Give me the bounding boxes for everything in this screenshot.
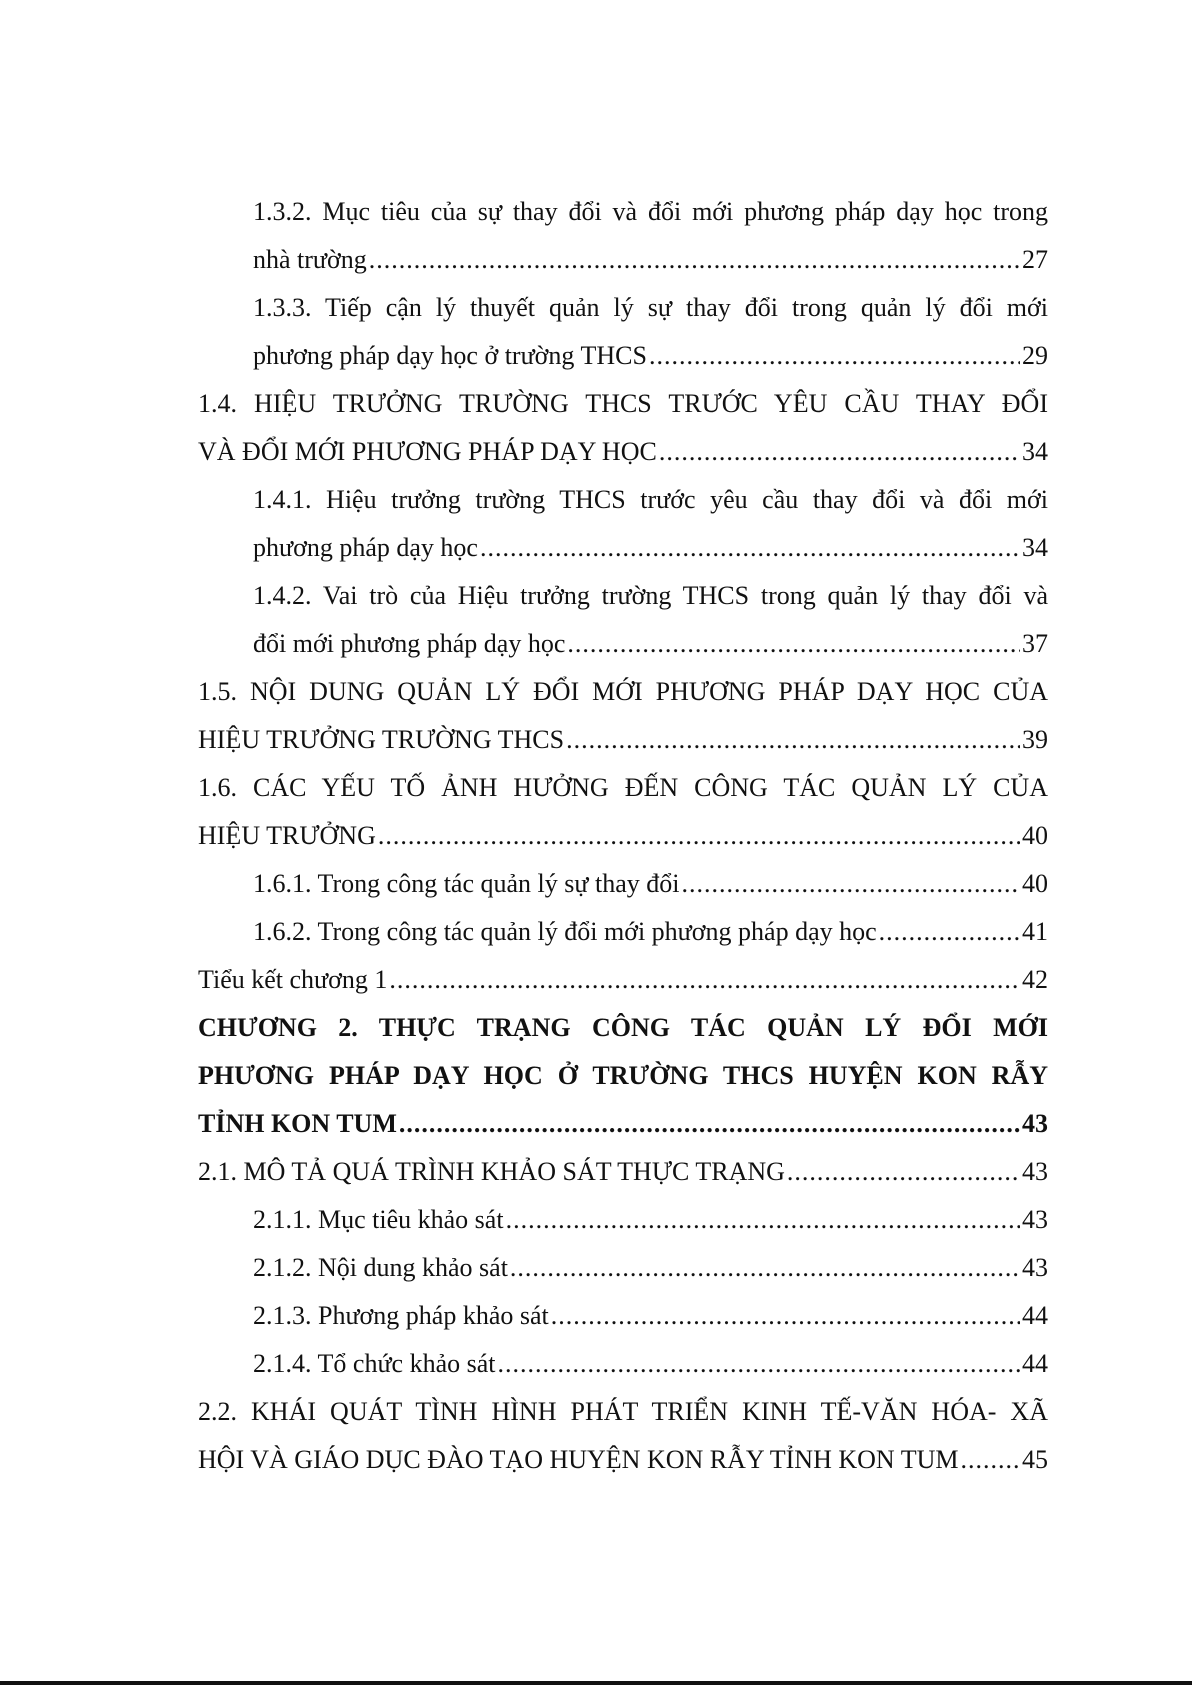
toc-page-number: 27 xyxy=(1022,245,1048,274)
toc-page-number: 43 xyxy=(1022,1109,1048,1138)
toc-entry-line: 1.4.2. Vai trò của Hiệu trưởng trường THCS trong quản lý thay đổi và xyxy=(253,581,1048,610)
dot-leader xyxy=(389,956,1020,1004)
toc-entry-line: 1.4.1. Hiệu trưởng trường THCS trước yêu cầu thay đổi và đổi mới xyxy=(253,485,1048,514)
toc-page-number: 44 xyxy=(1022,1349,1048,1378)
dot-leader xyxy=(506,1196,1020,1244)
toc-page-number: 40 xyxy=(1022,869,1048,898)
toc-entry[interactable] xyxy=(198,380,1048,476)
dot-leader xyxy=(566,716,1020,764)
toc-entry[interactable] xyxy=(198,1388,1048,1484)
toc-entry-title: 2.1.3. Phương pháp khảo sát xyxy=(253,1301,549,1330)
dot-leader xyxy=(510,1244,1020,1292)
toc-entry-title: HIỆU TRƯỞNG TRƯỜNG THCS xyxy=(198,725,565,754)
toc-entry-title: đổi mới phương pháp dạy học xyxy=(253,629,566,658)
dot-leader xyxy=(480,524,1020,572)
toc-entry[interactable] xyxy=(198,188,1048,284)
toc-entry-title: phương pháp dạy học ở trường THCS xyxy=(253,341,647,370)
toc-entry[interactable] xyxy=(198,1292,1048,1340)
toc-page-number: 40 xyxy=(1022,821,1048,850)
toc-entry-last-line xyxy=(253,236,1048,284)
toc-entry-title: HỘI VÀ GIÁO DỤC ĐÀO TẠO HUYỆN KON RẪY TỈNH KON TUM xyxy=(198,1445,959,1474)
toc-entry-title: 1.6.2. Trong công tác quản lý đổi mới phương pháp dạy học xyxy=(253,917,877,946)
toc-entry-last-line xyxy=(253,860,1048,908)
toc-entry-title: 2.1. MÔ TẢ QUÁ TRÌNH KHẢO SÁT THỰC TRẠNG xyxy=(198,1157,785,1186)
toc-entry-last-line xyxy=(253,908,1048,956)
toc-entry-last-line xyxy=(198,1148,1048,1196)
dot-leader xyxy=(649,332,1020,380)
toc-entry[interactable] xyxy=(198,1004,1048,1148)
dot-leader xyxy=(369,236,1020,284)
toc-page-number: 43 xyxy=(1022,1205,1048,1234)
dot-leader xyxy=(498,1340,1020,1388)
toc-entry-title: Tiểu kết chương 1 xyxy=(198,965,388,994)
dot-leader xyxy=(567,620,1020,668)
toc-entry[interactable] xyxy=(198,1340,1048,1388)
toc-entry-title: 1.6.1. Trong công tác quản lý sự thay đổi xyxy=(253,869,680,898)
toc-entry-line: PHƯƠNG PHÁP DẠY HỌC Ở TRƯỜNG THCS HUYỆN KON RẪY xyxy=(198,1061,1048,1090)
dot-leader xyxy=(659,428,1020,476)
toc-entry-line: 1.3.3. Tiếp cận lý thuyết quản lý sự thay đổi trong quản lý đổi mới xyxy=(253,293,1048,322)
toc-entry-title: TỈNH KON TUM xyxy=(198,1109,397,1138)
toc-entry-last-line xyxy=(198,716,1048,764)
toc-entry[interactable] xyxy=(198,572,1048,668)
toc-page-number: 42 xyxy=(1022,965,1048,994)
toc-entry-last-line xyxy=(253,1292,1048,1340)
toc-page-number: 34 xyxy=(1022,533,1048,562)
toc-entry-line: 1.6. CÁC YẾU TỐ ẢNH HƯỞNG ĐẾN CÔNG TÁC QUẢN LÝ CỦA xyxy=(198,773,1048,802)
toc-entry-last-line xyxy=(198,812,1048,860)
toc-entry[interactable] xyxy=(198,908,1048,956)
toc-entry[interactable] xyxy=(198,1244,1048,1292)
toc-entry-title: 2.1.1. Mục tiêu khảo sát xyxy=(253,1205,504,1234)
toc-page-number: 37 xyxy=(1022,629,1048,658)
dot-leader xyxy=(960,1436,1020,1484)
toc-page-number: 39 xyxy=(1022,725,1048,754)
dot-leader xyxy=(879,908,1020,956)
toc-entry-title: nhà trường xyxy=(253,245,367,274)
toc-entry-title: VÀ ĐỔI MỚI PHƯƠNG PHÁP DẠY HỌC xyxy=(198,437,657,466)
dot-leader xyxy=(551,1292,1020,1340)
toc-entry-title: 2.1.4. Tổ chức khảo sát xyxy=(253,1349,496,1378)
toc-entry-last-line xyxy=(253,1340,1048,1388)
toc-entry[interactable] xyxy=(198,956,1048,1004)
toc-entry-line: 1.5. NỘI DUNG QUẢN LÝ ĐỔI MỚI PHƯƠNG PHÁP DẠY HỌC CỦA xyxy=(198,677,1048,706)
toc-page-number: 29 xyxy=(1022,341,1048,370)
toc-entry-line: 2.2. KHÁI QUÁT TÌNH HÌNH PHÁT TRIỂN KINH TẾ-VĂN HÓA- XÃ xyxy=(198,1397,1048,1426)
toc-page-number: 43 xyxy=(1022,1253,1048,1282)
toc-entry-title: phương pháp dạy học xyxy=(253,533,478,562)
toc-entry[interactable] xyxy=(198,284,1048,380)
dot-leader xyxy=(399,1100,1020,1148)
dot-leader xyxy=(787,1148,1020,1196)
toc-entry-title: HIỆU TRƯỞNG xyxy=(198,821,376,850)
toc-page-number: 44 xyxy=(1022,1301,1048,1330)
toc-entry-last-line xyxy=(198,956,1048,1004)
toc-entry[interactable] xyxy=(198,764,1048,860)
toc-entry-last-line xyxy=(198,428,1048,476)
toc-entry-last-line xyxy=(253,620,1048,668)
toc-entry-last-line xyxy=(253,524,1048,572)
toc-page-number: 34 xyxy=(1022,437,1048,466)
toc-entry[interactable] xyxy=(198,1148,1048,1196)
toc-entry[interactable] xyxy=(198,476,1048,572)
toc-entry[interactable] xyxy=(198,668,1048,764)
toc-page-number: 43 xyxy=(1022,1157,1048,1186)
toc-entry-last-line xyxy=(253,1244,1048,1292)
dot-leader xyxy=(378,812,1020,860)
toc-entry-last-line xyxy=(198,1100,1048,1148)
table-of-contents xyxy=(198,188,1048,1484)
toc-page-number: 45 xyxy=(1022,1445,1048,1474)
toc-entry-line: 1.4. HIỆU TRƯỞNG TRƯỜNG THCS TRƯỚC YÊU CẦU THAY ĐỔI xyxy=(198,389,1048,418)
toc-entry[interactable] xyxy=(198,860,1048,908)
toc-entry[interactable] xyxy=(198,1196,1048,1244)
dot-leader xyxy=(681,860,1020,908)
toc-entry-last-line xyxy=(253,332,1048,380)
toc-entry-line: 1.3.2. Mục tiêu của sự thay đổi và đổi mới phương pháp dạy học trong xyxy=(253,197,1048,226)
toc-entry-last-line xyxy=(198,1436,1048,1484)
toc-entry-title: 2.1.2. Nội dung khảo sát xyxy=(253,1253,508,1282)
toc-entry-line: CHƯƠNG 2. THỰC TRẠNG CÔNG TÁC QUẢN LÝ ĐỔI MỚI xyxy=(198,1013,1048,1042)
toc-entry-last-line xyxy=(253,1196,1048,1244)
page-bottom-border xyxy=(0,1681,1192,1685)
toc-page-number: 41 xyxy=(1022,917,1048,946)
